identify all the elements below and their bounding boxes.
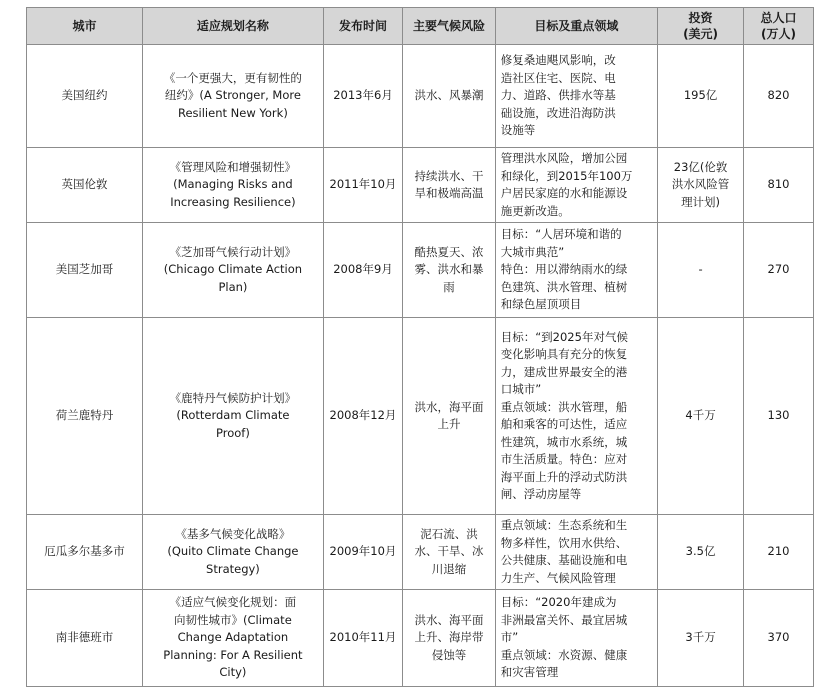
risk-line: 上升 [437,417,461,431]
risk-line: 持续洪水、干 [414,168,484,183]
risk-line: 泥石流、洪 [420,526,478,541]
cell-date: 2011年10月 [323,148,403,223]
cell-city: 美国芝加哥 [27,223,143,318]
goals-line: 力生产、气候风险管理 [500,570,616,585]
plan-line: City) [219,665,247,680]
goals-line: 和绿色屋顶项目 [500,297,582,312]
cell-investment [658,148,744,223]
risk-line: 雨 [443,279,455,294]
goals-line: 闸、浮动房屋等 [500,487,582,501]
cell-risk [403,148,495,223]
investment-line: 洪水风险管 [671,177,730,192]
cell-population: 810 [744,148,814,223]
cell-plan [143,590,324,687]
cell-investment [658,45,744,148]
table-row [27,148,814,223]
climate-adaptation-table [26,7,814,687]
cell-goals [495,45,657,148]
goals-line: 重点领域：水资源、健康 [500,647,628,662]
plan-line: (Quito Climate Change [167,544,299,559]
plan-line: 《基多气候变化战略》 [175,526,291,541]
goals-line: 重点领域：生态系统和生 [500,518,628,532]
plan-line: 纽约》(A Stronger, More [164,88,301,103]
header-risk: 主要气候风险 [403,8,495,45]
goals-line: 特色：用以滞纳雨水的绿 [500,262,628,277]
cell-city: 荷兰鹿特丹 [27,318,143,515]
header-investment [658,8,744,45]
goals-line: 造社区住宅、医院、电 [500,70,616,85]
risk-line: 酷热夏天、浓 [414,244,484,259]
investment-line: 3.5亿 [685,544,716,559]
cell-population: 210 [744,515,814,590]
investment-line: 理计划) [681,194,721,209]
goals-line: 海平面上升的浮动式防洪 [500,469,628,484]
goals-line: 修复桑迪飓风影响，改 [500,53,616,68]
risk-line: 侵蚀等 [431,647,467,662]
goals-line: 物多样性，饮用水供给、 [500,535,628,550]
goals-line: 户居民家庭的水和能源设 [500,186,628,200]
cell-plan [143,45,324,148]
plan-line: 《鹿特丹气候防护计划》 [169,390,297,405]
plan-line: 向韧性城市》(Climate [174,612,292,627]
cell-population: 270 [744,223,814,318]
risk-line: 洪水，海平面 [414,399,484,414]
goals-line: 和灾害管理 [500,665,559,680]
risk-line: 旱和极端高温 [414,186,484,200]
goals-line: 施更新改造。 [500,203,570,218]
cell-plan [143,223,324,318]
goals-line: 目标：“2020年建成为 [500,595,617,610]
cell-date: 2010年11月 [323,590,403,687]
goals-line: 目标：“人居环境和谐的 [500,227,622,242]
cell-plan [143,515,324,590]
goals-line: 色建筑、洪水管理、植树 [500,279,628,294]
plan-line: (Rotterdam Climate [176,408,290,423]
cell-city: 厄瓜多尔基多市 [27,515,143,590]
goals-line: 础设施，改进沿海防洪 [500,105,616,120]
investment-line: - [698,262,703,277]
cell-city: 英国伦敦 [27,148,143,223]
cell-date: 2013年6月 [323,45,403,148]
cell-goals [495,515,657,590]
plan-line: (Chicago Climate Action [163,262,303,277]
risk-line: 雾、洪水和暴 [414,262,484,277]
cell-date: 2008年12月 [323,318,403,515]
cell-date: 2008年9月 [323,223,403,318]
cell-goals [495,223,657,318]
plan-line: Plan) [218,279,248,294]
plan-line: (Managing Risks and [173,177,293,192]
cell-goals [495,590,657,687]
goals-line: 舶和乘客的可达性，适应 [500,417,628,431]
table-row [27,515,814,590]
investment-line: 4千万 [685,408,716,423]
goals-line: 重点领域：洪水管理，船 [500,399,628,414]
plan-line: Proof) [216,425,250,440]
header-date: 发布时间 [323,8,403,45]
header-goals: 目标及重点领域 [495,8,657,45]
cell-goals [495,148,657,223]
header-city: 城市 [27,8,143,45]
table-row [27,590,814,687]
goals-line: 大城市典范” [500,244,565,259]
cell-risk [403,45,495,148]
goals-line: 管理洪水风险，增加公园 [500,151,628,165]
goals-line: 变化影响具有充分的恢复 [500,347,628,361]
risk-line: 洪水、风暴潮 [414,88,484,103]
header-population [744,8,814,45]
risk-line: 川退缩 [431,561,467,576]
cell-goals [495,318,657,515]
goals-line: 设施等 [500,123,536,138]
cell-plan [143,148,324,223]
plan-line: Change Adaptation [177,630,289,645]
plan-line: Planning: For A Resilient [163,647,303,662]
cell-population: 370 [744,590,814,687]
cell-city: 南非德班市 [27,590,143,687]
plan-line: 《一个更强大，更有韧性的 [163,70,302,85]
goals-line: 力、道路、供排水等基 [500,88,616,103]
goals-line: 口城市” [500,382,542,396]
investment-line: 3千万 [685,630,716,645]
investment-line: 23亿(伦敦 [673,159,728,174]
goals-line: 力，建成世界最安全的港 [500,364,628,379]
cell-investment [658,590,744,687]
goals-line: 市” [500,630,519,645]
cell-plan [143,318,324,515]
cell-investment [658,318,744,515]
header-population-label: 总人口 (万人) [760,11,797,41]
plan-line: Resilient New York) [178,105,288,120]
header-row [27,8,814,45]
plan-line: 《适应气候变化规划：面 [169,595,297,610]
plan-line: Increasing Resilience) [170,194,296,209]
table-row [27,223,814,318]
plan-line: 《管理风险和增强韧性》 [169,159,297,174]
goals-line: 市生活质量。特色：应对 [500,452,628,466]
risk-line: 水、干旱、冰 [414,544,484,559]
investment-line: 195亿 [683,88,718,103]
goals-line: 公共健康、基础设施和电 [500,553,628,567]
cell-risk [403,590,495,687]
goals-line: 性建筑，城市水系统，城 [500,434,628,449]
plan-line: Strategy) [206,561,260,576]
goals-line: 非洲最富关怀、最宜居城 [500,612,628,627]
goals-line: 和绿化，到2015年100万 [500,168,633,183]
goals-line: 目标：“到2025年对气候 [500,329,628,344]
plan-line: 《芝加哥气候行动计划》 [169,244,297,259]
cell-investment [658,223,744,318]
risk-line: 上升、海岸带 [414,630,484,645]
cell-date: 2009年10月 [323,515,403,590]
cell-investment [658,515,744,590]
cell-risk [403,223,495,318]
cell-risk [403,318,495,515]
cell-city: 美国纽约 [27,45,143,148]
risk-line: 洪水、海平面 [414,612,484,627]
header-plan: 适应规划名称 [143,8,324,45]
cell-population: 820 [744,45,814,148]
cell-risk [403,515,495,590]
header-investment-label: 投资 (美元) [683,11,719,41]
table-row [27,45,814,148]
cell-population: 130 [744,318,814,515]
table-row [27,318,814,515]
